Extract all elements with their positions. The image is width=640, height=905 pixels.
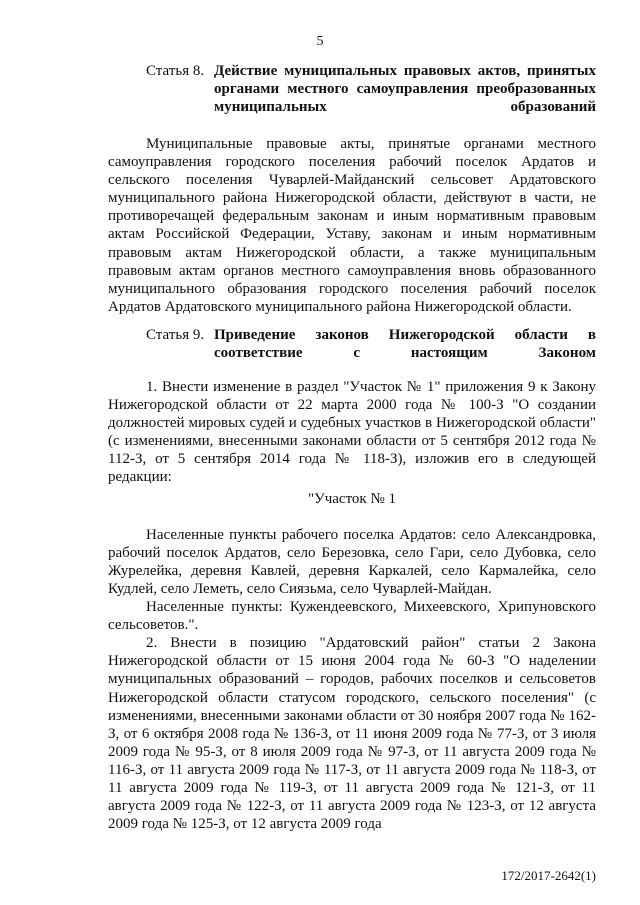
article-9-paragraph-3: Населенные пункты: Кужендеевского, Михеевского, Хрипуновского сельсоветов.". — [108, 599, 596, 634]
article-9-title-line-2: соответствие с настоящим Законом — [214, 345, 596, 361]
article-8-title-line-3: муниципальных образований — [214, 99, 596, 115]
article-8-paragraph: Муниципальные правовые акты, принятые органами местного самоуправления городского поселения рабочий поселок Ардатов и сельского поселения Чуварлей-Майданский сельсовет Ардатовского муниципального района Нижегородской области, действуют в части, не противоречащей федеральным законам и иным нормативным правовым актам Российской Федерации, Уставу, законам и иным нормативным правовым актам Нижегородской области, а также муниципальным правовым актам органов местного самоуправления вновь образованного муниципального образования городского поселения рабочий поселок Ардатов Ардатовского муниципального района Нижегородской области. — [108, 136, 596, 315]
article-8-heading — [146, 62, 596, 116]
article-9-paragraph-1: 1. Внести изменение в раздел "Участок № 1" приложения 9 к Закону Нижегородской области от 22 марта 2000 года № 100-З "О создании должностей мировых судей и судебных участков в Нижегородской области" (с изменениями, внесенными законами области от 5 сентября 2012 года № 112-З, от 5 сентября 2014 года № 118-З), изложив его в следующей редакции: — [108, 379, 596, 486]
article-9-body — [108, 378, 596, 833]
article-9-title-line-1: Приведение законов Нижегородской области в — [214, 327, 596, 343]
article-8-body — [108, 135, 596, 316]
article-9-paragraph-2: Населенные пункты рабочего поселка Ардатов: село Александровка, рабочий поселок Ардатов, село Березовка, село Гари, село Дубовка, село Журелейка, деревня Кавлей, деревня Каркалей, село Кармалейка, село Кудлей, село Леметь, село Сиязьма, село Чуварлей-Майдан. — [108, 526, 596, 597]
document-code: 172/2017-2642(1) — [501, 868, 596, 883]
article-8-label: Статья 8. — [146, 63, 205, 79]
article-9-heading — [146, 326, 596, 362]
section-title: "Участок № 1 — [307, 490, 397, 507]
article-9-paragraph-4: 2. Внести в позицию "Ардатовский район" статьи 2 Закона Нижегородской области от 15 июня 2004 года № 60-З "О наделении муниципальных образований – городов, рабочих поселков и сельсоветов Нижегородской области статусом городского, сельского поселения" (с изменениями, внесенными законами области от 30 ноября 2007 года № 162-З, от 6 октября 2008 года № 136-З, от 11 июня 2009 года № 77-З, от 3 июля 2009 года № 95-З, от 8 июля 2009 года № 97-З, от 11 августа 2009 года № 116-З, от 11 августа 2009 года № 117-З, от 11 августа 2009 года № 118-З, от 11 августа 2009 года № 119-З, от 11 августа 2009 года № 121-З, от 11 августа 2009 года № 122-З, от 11 августа 2009 года № 123-З, от 12 августа 2009 года № 125-З, от 12 августа 2009 года — [108, 635, 596, 833]
article-9-title — [214, 326, 596, 362]
article-8-title-line-2: органами местного самоуправления преобразованных — [214, 81, 596, 97]
article-8-title — [214, 62, 596, 116]
article-9-label: Статья 9. — [146, 327, 205, 343]
page-number: 5 — [316, 34, 324, 49]
article-8-title-line-1: Действие муниципальных правовых актов, принятых — [214, 63, 596, 79]
